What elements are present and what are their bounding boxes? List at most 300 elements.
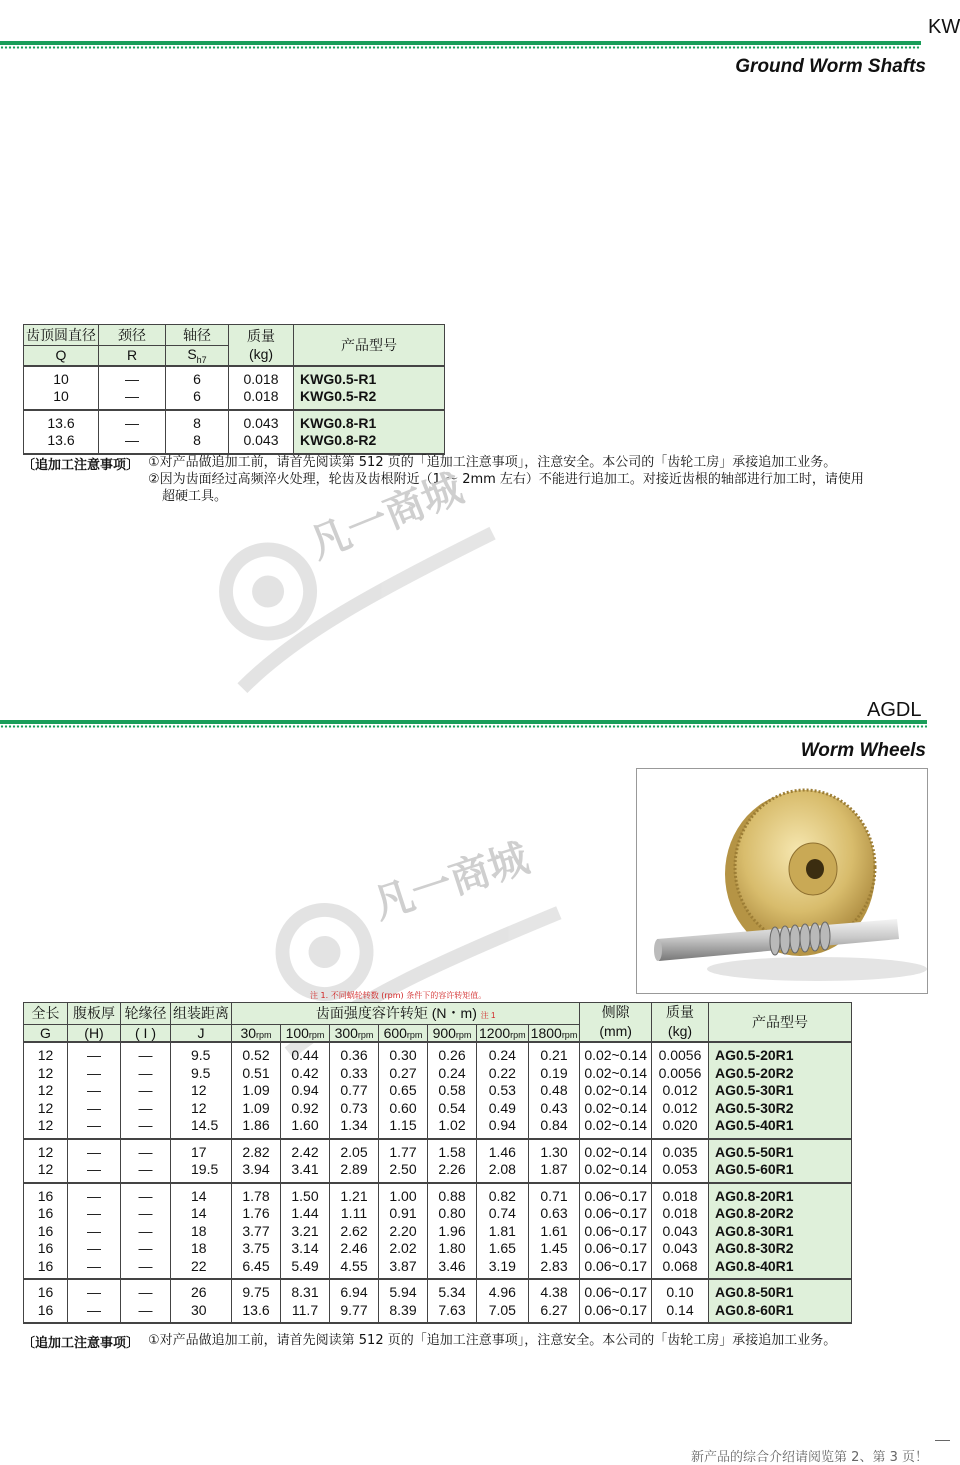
cell-g: 12 <box>24 1042 68 1065</box>
section2-code: AGDL <box>867 699 922 721</box>
cell-torque: 0.73 <box>330 1100 379 1118</box>
rpm-value: 600 <box>383 1024 407 1041</box>
cell-torque: 1.15 <box>379 1117 428 1139</box>
cell-h: — <box>68 1205 121 1223</box>
cell-q: 10 <box>24 388 99 410</box>
cell-torque: 1.65 <box>477 1240 529 1258</box>
cell-torque: 1.09 <box>232 1100 281 1118</box>
header-mass <box>229 325 294 366</box>
cell-torque: 1.76 <box>232 1205 281 1223</box>
cell-torque: 3.21 <box>281 1223 330 1241</box>
cell-j: 12 <box>171 1100 232 1118</box>
cell-j: 18 <box>171 1240 232 1258</box>
header-s-sub: h7 <box>196 354 207 365</box>
header-torque-note: 注 1 <box>480 1011 496 1021</box>
cell-torque: 1.46 <box>477 1139 529 1162</box>
header-model: 产品型号 <box>294 325 445 366</box>
cell-mass: 0.14 <box>651 1302 708 1324</box>
table-row <box>24 388 445 410</box>
cell-model: KWG0.8-R1 <box>294 410 445 433</box>
cell-torque: 1.58 <box>428 1139 477 1162</box>
cell-torque: 1.34 <box>330 1117 379 1139</box>
cell-model: AG0.5-20R2 <box>708 1065 851 1083</box>
header-q-sym: Q <box>24 346 99 366</box>
header-backlash-unit: (mm) <box>599 1023 632 1039</box>
cell-torque: 1.61 <box>528 1223 580 1241</box>
cell-h: — <box>68 1082 121 1100</box>
header-rpm-1800 <box>528 1024 580 1042</box>
cell-torque: 1.60 <box>281 1117 330 1139</box>
cell-torque: 0.94 <box>281 1082 330 1100</box>
cell-torque: 2.82 <box>232 1139 281 1162</box>
header-q-cn: 齿顶圆直径 <box>24 325 99 346</box>
header-r-cn: 颈径 <box>99 325 166 346</box>
cell-torque: 0.65 <box>379 1082 428 1100</box>
cell-torque: 1.09 <box>232 1082 281 1100</box>
header-torque <box>232 1003 580 1025</box>
cell-torque: 0.74 <box>477 1205 529 1223</box>
cell-torque: 1.44 <box>281 1205 330 1223</box>
cell-mass: 0.018 <box>651 1183 708 1206</box>
cell-h: — <box>68 1183 121 1206</box>
cell-torque: 0.91 <box>379 1205 428 1223</box>
cell-r: — <box>99 388 166 410</box>
cell-torque: 0.27 <box>379 1065 428 1083</box>
cell-torque: 0.42 <box>281 1065 330 1083</box>
cell-q: 13.6 <box>24 432 99 454</box>
cell-torque: 3.75 <box>232 1240 281 1258</box>
header-rpm-600 <box>379 1024 428 1042</box>
cell-torque: 0.30 <box>379 1042 428 1065</box>
cell-torque: 1.11 <box>330 1205 379 1223</box>
header-rpm-300 <box>330 1024 379 1042</box>
cell-backlash: 0.06~0.17 <box>580 1302 652 1324</box>
cell-j: 9.5 <box>171 1042 232 1065</box>
cell-i: — <box>121 1161 171 1183</box>
cell-g: 16 <box>24 1240 68 1258</box>
cell-torque: 0.49 <box>477 1100 529 1118</box>
cell-g: 16 <box>24 1258 68 1280</box>
cell-i: — <box>121 1042 171 1065</box>
cell-model: AG0.8-30R1 <box>708 1223 851 1241</box>
cell-h: — <box>68 1240 121 1258</box>
cell-torque: 1.80 <box>428 1240 477 1258</box>
cell-torque: 5.34 <box>428 1279 477 1302</box>
cell-torque: 4.38 <box>528 1279 580 1302</box>
cell-g: 12 <box>24 1082 68 1100</box>
rpm-unit: rpm <box>256 1029 272 1040</box>
cell-i: — <box>121 1065 171 1083</box>
rpm-value: 1800 <box>530 1024 562 1041</box>
cell-model: AG0.8-30R2 <box>708 1240 851 1258</box>
cell-mass: 0.012 <box>651 1100 708 1118</box>
table-row <box>24 1223 852 1241</box>
cell-torque: 3.19 <box>477 1258 529 1280</box>
cell-torque: 0.24 <box>428 1065 477 1083</box>
cell-h: — <box>68 1117 121 1139</box>
cell-torque: 0.80 <box>428 1205 477 1223</box>
cell-torque: 0.58 <box>428 1082 477 1100</box>
cell-j: 12 <box>171 1082 232 1100</box>
cell-j: 14 <box>171 1183 232 1206</box>
cell-torque: 0.60 <box>379 1100 428 1118</box>
rpm-value: 100 <box>285 1024 309 1041</box>
cell-j: 14.5 <box>171 1117 232 1139</box>
table-row <box>24 1258 852 1280</box>
table-row <box>24 1205 852 1223</box>
cell-i: — <box>121 1279 171 1302</box>
cell-mass: 0.053 <box>651 1161 708 1183</box>
cell-model: KWG0.8-R2 <box>294 432 445 454</box>
header-rpm-900 <box>428 1024 477 1042</box>
cell-g: 12 <box>24 1139 68 1162</box>
cell-torque: 2.08 <box>477 1161 529 1183</box>
cell-mass: 0.10 <box>651 1279 708 1302</box>
watermark-text-2: 凡一商城 <box>367 835 535 929</box>
cell-backlash: 0.06~0.17 <box>580 1183 652 1206</box>
cell-torque: 0.84 <box>528 1117 580 1139</box>
cell-torque: 4.55 <box>330 1258 379 1280</box>
cell-g: 12 <box>24 1100 68 1118</box>
cell-j: 18 <box>171 1223 232 1241</box>
section2-note-label: 〔追加工注意事项〕 <box>22 1336 140 1351</box>
cell-torque: 3.41 <box>281 1161 330 1183</box>
cell-mass: 0.068 <box>651 1258 708 1280</box>
section1-code: KW <box>928 16 960 38</box>
cell-g: 16 <box>24 1205 68 1223</box>
cell-torque: 0.53 <box>477 1082 529 1100</box>
cell-q: 13.6 <box>24 410 99 433</box>
cell-torque: 0.44 <box>281 1042 330 1065</box>
cell-mass: 0.0056 <box>651 1042 708 1065</box>
cell-backlash: 0.06~0.17 <box>580 1240 652 1258</box>
rpm-unit: rpm <box>406 1029 423 1040</box>
cell-backlash: 0.06~0.17 <box>580 1205 652 1223</box>
cell-torque: 0.33 <box>330 1065 379 1083</box>
header-g-sym: G <box>24 1024 68 1042</box>
worm-wheel-spec-table <box>23 1002 852 1324</box>
cell-backlash: 0.02~0.14 <box>580 1042 652 1065</box>
table-row <box>24 1279 852 1302</box>
section2-dotted-rule <box>0 725 927 728</box>
cell-backlash: 0.02~0.14 <box>580 1082 652 1100</box>
cell-torque: 6.94 <box>330 1279 379 1302</box>
cell-torque: 1.50 <box>281 1183 330 1206</box>
cell-torque: 9.77 <box>330 1302 379 1324</box>
cell-torque: 3.87 <box>379 1258 428 1280</box>
header-rpm-1200 <box>477 1024 529 1042</box>
cell-torque: 2.62 <box>330 1223 379 1241</box>
rpm-value: 1200 <box>479 1024 511 1041</box>
cell-torque: 1.21 <box>330 1183 379 1206</box>
cell-model: AG0.8-60R1 <box>708 1302 851 1324</box>
cell-model: AG0.5-40R1 <box>708 1117 851 1139</box>
cell-torque: 3.94 <box>232 1161 281 1183</box>
rpm-value: 30 <box>240 1024 257 1041</box>
cell-i: — <box>121 1100 171 1118</box>
cell-torque: 3.46 <box>428 1258 477 1280</box>
cell-torque: 0.26 <box>428 1042 477 1065</box>
header-mass-unit: (kg) <box>248 345 274 362</box>
cell-j: 14 <box>171 1205 232 1223</box>
cell-i: — <box>121 1205 171 1223</box>
cell-torque: 1.96 <box>428 1223 477 1241</box>
header-g-cn: 全长 <box>24 1003 68 1025</box>
header-backlash <box>580 1003 652 1043</box>
cell-torque: 0.63 <box>528 1205 580 1223</box>
cell-h: — <box>68 1161 121 1183</box>
header-rpm-100 <box>281 1024 330 1042</box>
cell-backlash: 0.06~0.17 <box>580 1258 652 1280</box>
cell-g: 16 <box>24 1279 68 1302</box>
cell-mass: 0.043 <box>229 410 294 433</box>
cell-torque: 2.26 <box>428 1161 477 1183</box>
cell-h: — <box>68 1100 121 1118</box>
header-backlash-cn: 侧隙 <box>601 1004 630 1020</box>
cell-torque: 1.86 <box>232 1117 281 1139</box>
cell-i: — <box>121 1139 171 1162</box>
section1-note-label: 〔追加工注意事项〕 <box>22 458 140 473</box>
cell-i: — <box>121 1183 171 1206</box>
cell-torque: 0.21 <box>528 1042 580 1065</box>
section2-rule <box>0 720 927 724</box>
cell-torque: 7.05 <box>477 1302 529 1324</box>
rpm-value: 300 <box>334 1024 358 1041</box>
cell-i: — <box>121 1223 171 1241</box>
table-row <box>24 1117 852 1139</box>
cell-torque: 2.83 <box>528 1258 580 1280</box>
cell-backlash: 0.02~0.14 <box>580 1139 652 1162</box>
cell-torque: 1.02 <box>428 1117 477 1139</box>
header-s-letter: S <box>187 346 197 362</box>
section2-subtitle: Worm Wheels <box>800 740 926 761</box>
cell-torque: 1.45 <box>528 1240 580 1258</box>
cell-model: AG0.5-50R1 <box>708 1139 851 1162</box>
header-r-sym: R <box>99 346 166 366</box>
cell-torque: 3.14 <box>281 1240 330 1258</box>
rpm-value: 900 <box>432 1024 456 1041</box>
header-mass2-cn: 质量 <box>665 1004 694 1020</box>
cell-r: — <box>99 410 166 433</box>
table-row <box>24 366 445 389</box>
cell-torque: 0.51 <box>232 1065 281 1083</box>
cell-torque: 1.81 <box>477 1223 529 1241</box>
cell-torque: 2.05 <box>330 1139 379 1162</box>
cell-mass: 0.043 <box>229 432 294 454</box>
cell-torque: 0.24 <box>477 1042 529 1065</box>
cell-torque: 2.50 <box>379 1161 428 1183</box>
cell-model: KWG0.5-R1 <box>294 366 445 389</box>
table-row <box>24 1082 852 1100</box>
cell-g: 12 <box>24 1065 68 1083</box>
cell-j: 26 <box>171 1279 232 1302</box>
table-row <box>24 1100 852 1118</box>
cell-s: 8 <box>166 432 229 454</box>
cell-g: 16 <box>24 1183 68 1206</box>
cell-r: — <box>99 366 166 389</box>
cell-h: — <box>68 1223 121 1241</box>
footer-mark <box>935 1440 950 1441</box>
cell-torque: 11.7 <box>281 1302 330 1324</box>
cell-backlash: 0.02~0.14 <box>580 1117 652 1139</box>
table-row <box>24 1161 852 1183</box>
cell-torque: 2.20 <box>379 1223 428 1241</box>
cell-model: AG0.5-20R1 <box>708 1042 851 1065</box>
cell-backlash: 0.06~0.17 <box>580 1279 652 1302</box>
cell-q: 10 <box>24 366 99 389</box>
cell-j: 9.5 <box>171 1065 232 1083</box>
cell-i: — <box>121 1302 171 1324</box>
cell-torque: 3.77 <box>232 1223 281 1241</box>
section1-note-3: 超硬工具。 <box>162 489 228 504</box>
cell-j: 19.5 <box>171 1161 232 1183</box>
cell-h: — <box>68 1302 121 1324</box>
cell-torque: 4.96 <box>477 1279 529 1302</box>
section1-note-2: ②因为齿面经过高频淬火处理，轮齿及齿根附近（1 ～ 2mm 左右）不能进行追加工。对接近齿根的轴部进行加工时，请使用 <box>148 472 864 487</box>
rpm-unit: rpm <box>510 1029 526 1040</box>
header-i-cn: 轮缘径 <box>121 1003 171 1025</box>
section1-note-1: ①对产品做追加工前，请首先阅读第 512 页的「追加工注意事项」，注意安全。本公司的「齿轮工房」承接追加工业务。 <box>148 455 837 470</box>
cell-torque: 2.02 <box>379 1240 428 1258</box>
cell-torque: 7.63 <box>428 1302 477 1324</box>
cell-torque: 0.19 <box>528 1065 580 1083</box>
rpm-unit: rpm <box>455 1029 472 1040</box>
cell-torque: 0.82 <box>477 1183 529 1206</box>
watermark-text: 凡一商城 <box>303 465 470 569</box>
cell-backlash: 0.02~0.14 <box>580 1161 652 1183</box>
cell-backlash: 0.02~0.14 <box>580 1100 652 1118</box>
header-mass2-unit: (kg) <box>667 1023 693 1039</box>
cell-mass: 0.035 <box>651 1139 708 1162</box>
cell-torque: 0.48 <box>528 1082 580 1100</box>
cell-s: 8 <box>166 410 229 433</box>
cell-g: 16 <box>24 1223 68 1241</box>
cell-torque: 8.39 <box>379 1302 428 1324</box>
cell-h: — <box>68 1258 121 1280</box>
cell-s: 6 <box>166 366 229 389</box>
table-row <box>24 1139 852 1162</box>
worm-wheel-photo <box>636 768 928 994</box>
torque-footnote: 注 1. 不同蜗轮转数 (rpm) 条件下的容许转矩值。 <box>310 991 487 1000</box>
cell-torque: 1.87 <box>528 1161 580 1183</box>
cell-model: AG0.5-30R2 <box>708 1100 851 1118</box>
section2-note: ①对产品做追加工前，请首先阅读第 512 页的「追加工注意事项」，注意安全。本公司的「齿轮工房」承接追加工业务。 <box>148 1333 837 1348</box>
rpm-unit: rpm <box>561 1029 578 1040</box>
cell-i: — <box>121 1082 171 1100</box>
cell-torque: 0.22 <box>477 1065 529 1083</box>
cell-model: KWG0.5-R2 <box>294 388 445 410</box>
cell-i: — <box>121 1258 171 1280</box>
cell-torque: 0.54 <box>428 1100 477 1118</box>
cell-torque: 5.94 <box>379 1279 428 1302</box>
cell-i: — <box>121 1117 171 1139</box>
cell-s: 6 <box>166 388 229 410</box>
cell-torque: 0.71 <box>528 1183 580 1206</box>
cell-mass: 0.0056 <box>651 1065 708 1083</box>
header-h-sym: (H) <box>68 1024 121 1042</box>
cell-torque: 2.46 <box>330 1240 379 1258</box>
cell-torque: 6.27 <box>528 1302 580 1324</box>
section1-rule <box>0 41 921 45</box>
header-mass2 <box>651 1003 708 1043</box>
cell-h: — <box>68 1042 121 1065</box>
table-row <box>24 1065 852 1083</box>
cell-mass: 0.043 <box>651 1223 708 1241</box>
cell-torque: 0.92 <box>281 1100 330 1118</box>
cell-backlash: 0.06~0.17 <box>580 1223 652 1241</box>
header-torque-cn: 齿面强度容许转矩 (N・m) <box>315 1005 477 1022</box>
cell-mass: 0.018 <box>651 1205 708 1223</box>
cell-torque: 8.31 <box>281 1279 330 1302</box>
cell-model: AG0.5-30R1 <box>708 1082 851 1100</box>
table-row <box>24 1183 852 1206</box>
header-i-sym: ( I ) <box>121 1024 171 1042</box>
cell-torque: 0.36 <box>330 1042 379 1065</box>
cell-torque: 0.52 <box>232 1042 281 1065</box>
cell-model: AG0.8-50R1 <box>708 1279 851 1302</box>
section1-subtitle: Ground Worm Shafts <box>735 56 926 77</box>
cell-h: — <box>68 1065 121 1083</box>
table-row <box>24 1302 852 1324</box>
header-mass-cn: 质量 <box>247 327 275 344</box>
table-row <box>24 1042 852 1065</box>
cell-model: AG0.8-20R1 <box>708 1183 851 1206</box>
cell-g: 12 <box>24 1161 68 1183</box>
cell-j: 17 <box>171 1139 232 1162</box>
rpm-unit: rpm <box>357 1029 374 1040</box>
header-j-sym: J <box>171 1024 232 1042</box>
cell-torque: 13.6 <box>232 1302 281 1324</box>
cell-torque: 2.89 <box>330 1161 379 1183</box>
cell-torque: 1.77 <box>379 1139 428 1162</box>
worm-gear-image <box>637 769 927 993</box>
cell-torque: 1.00 <box>379 1183 428 1206</box>
cell-torque: 5.49 <box>281 1258 330 1280</box>
rpm-unit: rpm <box>308 1029 325 1040</box>
table-row <box>24 1240 852 1258</box>
cell-mass: 0.043 <box>651 1240 708 1258</box>
cell-h: — <box>68 1279 121 1302</box>
header-h-cn: 腹板厚 <box>68 1003 121 1025</box>
cell-mass: 0.012 <box>651 1082 708 1100</box>
cell-mass: 0.018 <box>229 366 294 389</box>
header-model2: 产品型号 <box>708 1003 851 1043</box>
cell-h: — <box>68 1139 121 1162</box>
cell-mass: 0.020 <box>651 1117 708 1139</box>
cell-torque: 0.88 <box>428 1183 477 1206</box>
cell-torque: 2.42 <box>281 1139 330 1162</box>
cell-torque: 0.43 <box>528 1100 580 1118</box>
cell-j: 22 <box>171 1258 232 1280</box>
header-j-cn: 组装距离 <box>171 1003 232 1025</box>
section1-dotted-rule <box>0 46 921 49</box>
cell-torque: 1.78 <box>232 1183 281 1206</box>
footer-text: 新产品的综合介绍请阅览第 2、第 3 页！ <box>691 1450 928 1465</box>
cell-torque: 0.94 <box>477 1117 529 1139</box>
cell-torque: 6.45 <box>232 1258 281 1280</box>
cell-j: 30 <box>171 1302 232 1324</box>
cell-backlash: 0.02~0.14 <box>580 1065 652 1083</box>
cell-g: 12 <box>24 1117 68 1139</box>
cell-model: AG0.5-60R1 <box>708 1161 851 1183</box>
header-s-sym <box>166 346 229 366</box>
cell-torque: 9.75 <box>232 1279 281 1302</box>
cell-torque: 1.30 <box>528 1139 580 1162</box>
cell-torque: 0.77 <box>330 1082 379 1100</box>
cell-model: AG0.8-20R2 <box>708 1205 851 1223</box>
cell-i: — <box>121 1240 171 1258</box>
cell-r: — <box>99 432 166 454</box>
